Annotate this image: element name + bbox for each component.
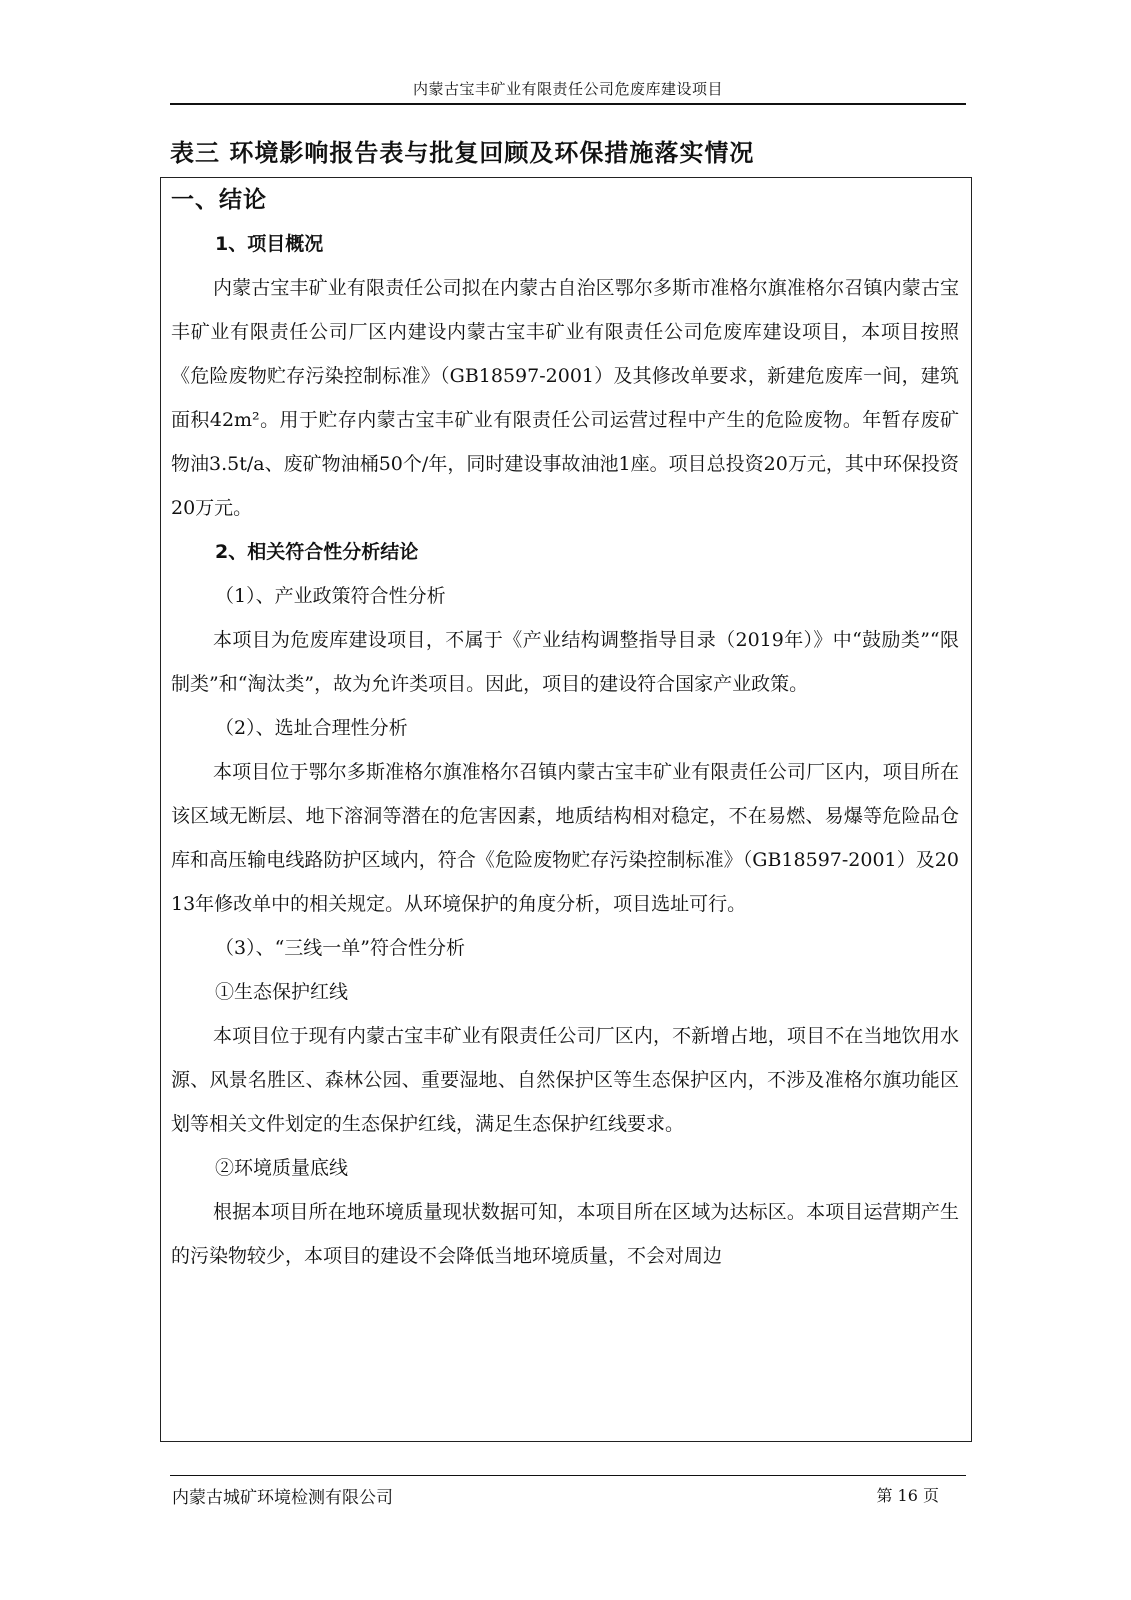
paragraph-site-selection: 本项目位于鄂尔多斯准格尔旗准格尔召镇内蒙古宝丰矿业有限责任公司厂区内，项目所在该区域无断层、地下溶洞等潜在的危害因素，地质结构相对稳定，不在易燃、易爆等危险品仓库和高压输电线路防护区域内，符合《危险废物贮存污染控制标准》（GB18597-2001）及2013年修改单中的相关规定。从环境保护的角度分析，项目选址可行。 [171, 761, 959, 915]
item-heading-environmental-baseline: ②环境质量底线 [215, 1157, 349, 1179]
subsection-heading-compliance: 2、相关符合性分析结论 [215, 541, 419, 563]
page-header: 内蒙古宝丰矿业有限责任公司危废库建设项目 [412, 80, 723, 98]
paragraph-overview: 内蒙古宝丰矿业有限责任公司拟在内蒙古自治区鄂尔多斯市准格尔旗准格尔召镇内蒙古宝丰矿业有限责任公司厂区内建设内蒙古宝丰矿业有限责任公司危废库建设项目，本项目按照《危险废物贮存污染控制标准》（GB18597-2001）及其修改单要求，新建危废库一间，建筑面积42m²。用于贮存内蒙古宝丰矿业有限责任公司运营过程中产生的危险废物。年暂存废矿物油3.5t/a、废矿物油桶50个/年，同时建设事故油池1座。项目总投资20万元，其中环保投资20万元。 [171, 277, 959, 519]
page-number: 第 16 页 [876, 1486, 939, 1505]
item-heading-three-lines: （3）、“三线一单”符合性分析 [215, 937, 466, 959]
section-title: 一、结论 [171, 187, 267, 213]
section-content [171, 222, 959, 1278]
paragraph-industrial-policy: 本项目为危废库建设项目，不属于《产业结构调整指导目录（2019年）》中“鼓励类”“限制类”和“淘汰类”，故为允许类项目。因此，项目的建设符合国家产业政策。 [171, 629, 959, 695]
item-heading-industrial-policy: （1）、产业政策符合性分析 [215, 585, 446, 607]
table-title: 表三 环境影响报告表与批复回顾及环保措施落实情况 [170, 139, 755, 167]
paragraph-environmental-baseline: 根据本项目所在地环境质量现状数据可知，本项目所在区域为达标区。本项目运营期产生的污染物较少，本项目的建设不会降低当地环境质量，不会对周边 [171, 1201, 959, 1267]
item-heading-site-selection: （2）、选址合理性分析 [215, 717, 408, 739]
footer-divider [170, 1475, 966, 1476]
content-frame [160, 177, 972, 1442]
header-divider [170, 103, 966, 105]
paragraph-ecological-redline: 本项目位于现有内蒙古宝丰矿业有限责任公司厂区内，不新增占地，项目不在当地饮用水源、风景名胜区、森林公园、重要湿地、自然保护区等生态保护区内，不涉及准格尔旗功能区划等相关文件划定的生态保护红线，满足生态保护红线要求。 [171, 1025, 959, 1135]
subsection-heading-overview: 1、项目概况 [215, 233, 324, 255]
footer-company: 内蒙古城矿环境检测有限公司 [172, 1488, 393, 1508]
item-heading-ecological-redline: ①生态保护红线 [215, 981, 349, 1003]
